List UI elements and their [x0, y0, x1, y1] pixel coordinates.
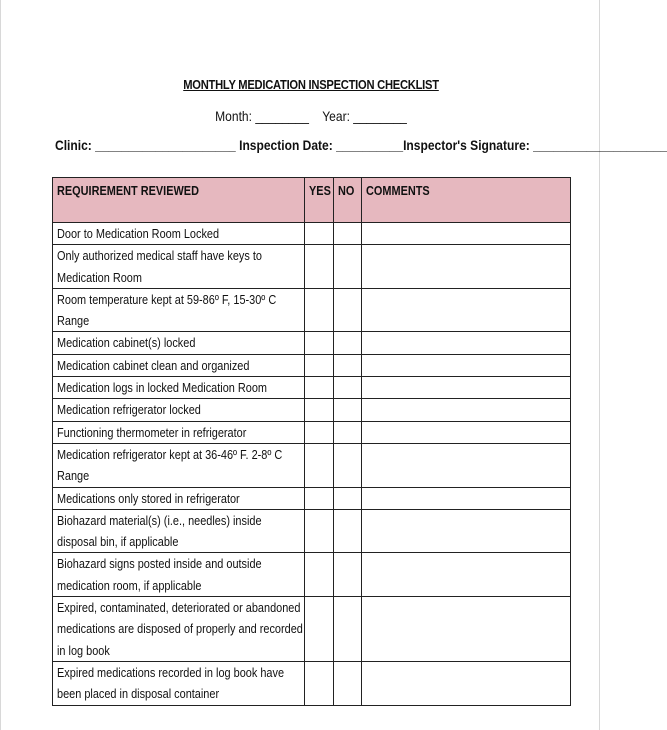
table-row — [53, 332, 571, 354]
requirement-cell: Medication cabinet(s) locked — [53, 332, 305, 354]
table-row — [53, 288, 571, 332]
comments-cell[interactable] — [362, 661, 571, 705]
table-row — [53, 377, 571, 399]
requirement-cell: Expired medications recorded in log book have been placed in disposal container — [53, 661, 305, 705]
yes-cell[interactable] — [305, 223, 334, 245]
table-row — [53, 223, 571, 245]
table-row — [53, 553, 571, 597]
no-cell[interactable] — [334, 245, 362, 289]
table-row — [53, 597, 571, 662]
table-row — [53, 421, 571, 443]
comments-cell[interactable] — [362, 487, 571, 509]
no-cell[interactable] — [334, 597, 362, 662]
comments-cell[interactable] — [362, 288, 571, 332]
yes-cell[interactable] — [305, 553, 334, 597]
yes-cell[interactable] — [305, 354, 334, 376]
inspection-date-field[interactable]: __________ — [336, 137, 404, 153]
yes-cell[interactable] — [305, 245, 334, 289]
yes-cell[interactable] — [305, 377, 334, 399]
comments-cell[interactable] — [362, 354, 571, 376]
comments-cell[interactable] — [362, 421, 571, 443]
header-comments: COMMENTS — [362, 178, 571, 223]
page-title: MONTHLY MEDICATION INSPECTION CHECKLIST — [183, 77, 439, 92]
table-row — [53, 354, 571, 376]
requirement-cell: Medication refrigerator kept at 36-46º F. 2-8º C Range — [53, 443, 305, 487]
checklist-table — [52, 177, 571, 706]
no-cell[interactable] — [334, 509, 362, 553]
yes-cell[interactable] — [305, 443, 334, 487]
yes-cell[interactable] — [305, 332, 334, 354]
yes-cell[interactable] — [305, 399, 334, 421]
no-cell[interactable] — [334, 332, 362, 354]
year-field[interactable]: ________ — [353, 108, 407, 124]
yes-cell[interactable] — [305, 661, 334, 705]
header-requirement: REQUIREMENT REVIEWED — [53, 178, 305, 223]
requirement-cell: Only authorized medical staff have keys to Medication Room — [53, 245, 305, 289]
requirement-cell: Medication refrigerator locked — [53, 399, 305, 421]
no-cell[interactable] — [334, 377, 362, 399]
comments-cell[interactable] — [362, 245, 571, 289]
requirement-cell: Functioning thermometer in refrigerator — [53, 421, 305, 443]
no-cell[interactable] — [334, 399, 362, 421]
no-cell[interactable] — [334, 487, 362, 509]
yes-cell[interactable] — [305, 288, 334, 332]
table-row — [53, 245, 571, 289]
comments-cell[interactable] — [362, 509, 571, 553]
signature-field[interactable]: ____________________ — [533, 137, 667, 153]
requirement-cell: Medication logs in locked Medication Room — [53, 377, 305, 399]
inspection-date-label: Inspection Date: — [239, 137, 333, 153]
signature-label: Inspector's Signature: — [403, 137, 530, 153]
comments-cell[interactable] — [362, 553, 571, 597]
comments-cell[interactable] — [362, 399, 571, 421]
yes-cell[interactable] — [305, 421, 334, 443]
header-row — [53, 178, 571, 223]
comments-cell[interactable] — [362, 332, 571, 354]
no-cell[interactable] — [334, 223, 362, 245]
header-yes: YES — [305, 178, 334, 223]
clinic-field[interactable]: _____________________ — [95, 137, 236, 153]
table-row — [53, 661, 571, 705]
requirement-cell: Medication cabinet clean and organized — [53, 354, 305, 376]
clinic-label: Clinic: — [55, 137, 92, 153]
comments-cell[interactable] — [362, 223, 571, 245]
table-row — [53, 443, 571, 487]
yes-cell[interactable] — [305, 597, 334, 662]
no-cell[interactable] — [334, 443, 362, 487]
year-label: Year: — [322, 108, 350, 124]
no-cell[interactable] — [334, 661, 362, 705]
no-cell[interactable] — [334, 288, 362, 332]
requirement-cell: Expired, contaminated, deteriorated or abandoned medications are disposed of properly and recorded in log book — [53, 597, 305, 662]
month-field[interactable]: ________ — [255, 108, 309, 124]
comments-cell[interactable] — [362, 597, 571, 662]
yes-cell[interactable] — [305, 509, 334, 553]
requirement-cell: Biohazard material(s) (i.e., needles) inside disposal bin, if applicable — [53, 509, 305, 553]
no-cell[interactable] — [334, 553, 362, 597]
requirement-cell: Room temperature kept at 59-86º F, 15-30º C Range — [53, 288, 305, 332]
month-year-line — [44, 108, 577, 124]
yes-cell[interactable] — [305, 487, 334, 509]
month-label: Month: — [215, 108, 252, 124]
no-cell[interactable] — [334, 421, 362, 443]
table-row — [53, 509, 571, 553]
header-no: NO — [334, 178, 362, 223]
comments-cell[interactable] — [362, 443, 571, 487]
no-cell[interactable] — [334, 354, 362, 376]
table-row — [53, 399, 571, 421]
requirement-cell: Biohazard signs posted inside and outside medication room, if applicable — [53, 553, 305, 597]
comments-cell[interactable] — [362, 377, 571, 399]
requirement-cell: Medications only stored in refrigerator — [53, 487, 305, 509]
requirement-cell: Door to Medication Room Locked — [53, 223, 305, 245]
table-row — [53, 487, 571, 509]
clinic-info-line — [55, 137, 667, 153]
